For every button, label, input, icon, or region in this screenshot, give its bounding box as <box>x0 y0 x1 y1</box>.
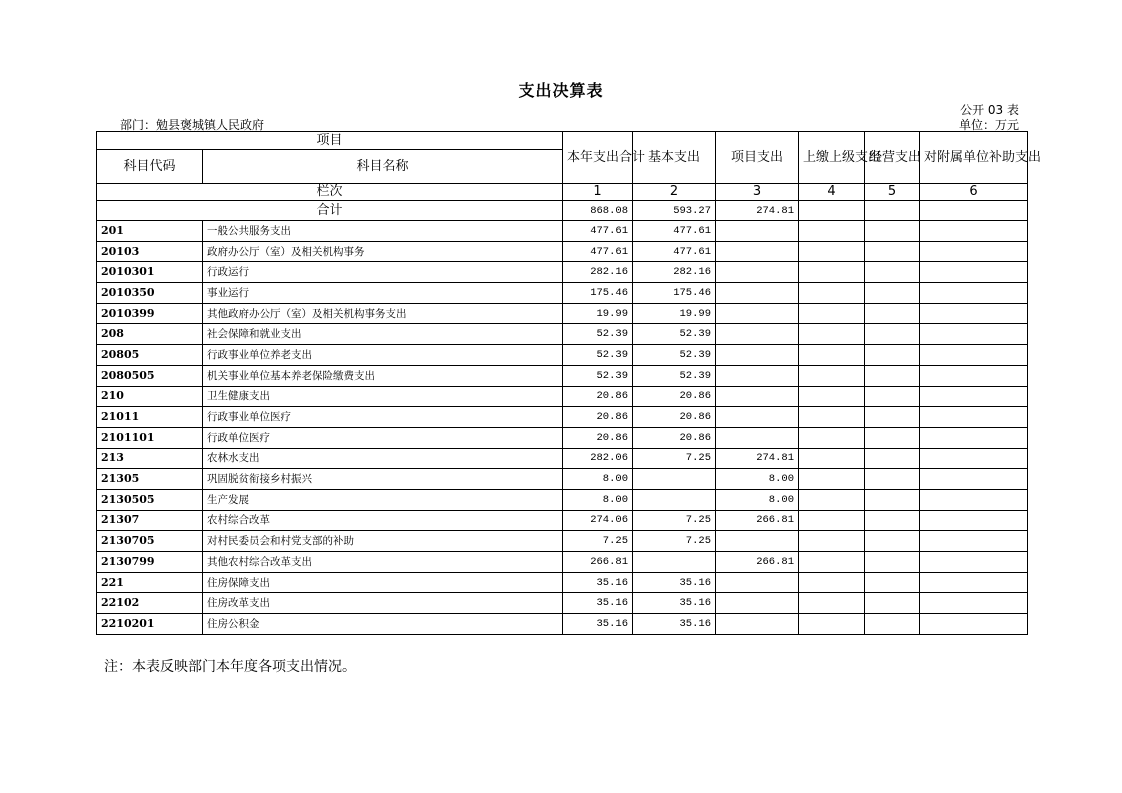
row-project <box>716 241 799 262</box>
row-affiliated <box>920 407 1028 428</box>
row-total: 175.46 <box>563 283 633 304</box>
seq-1: 1 <box>563 184 633 201</box>
row-affiliated <box>920 572 1028 593</box>
table-row <box>97 593 1028 614</box>
header-project: 项目 <box>97 132 563 150</box>
row-basic: 7.25 <box>633 448 716 469</box>
total-row <box>97 201 1028 221</box>
total-business <box>865 201 920 221</box>
row-affiliated <box>920 324 1028 345</box>
row-basic <box>633 552 716 573</box>
seq-2: 2 <box>633 184 716 201</box>
row-total: 35.16 <box>563 572 633 593</box>
row-affiliated <box>920 283 1028 304</box>
row-project <box>716 572 799 593</box>
row-project <box>716 614 799 635</box>
row-total: 20.86 <box>563 407 633 428</box>
row-basic: 477.61 <box>633 221 716 242</box>
row-code: 213 <box>97 448 203 469</box>
row-business <box>865 510 920 531</box>
row-business <box>865 241 920 262</box>
row-code: 2210201 <box>97 614 203 635</box>
row-basic: 19.99 <box>633 303 716 324</box>
row-total: 477.61 <box>563 221 633 242</box>
row-basic: 35.16 <box>633 614 716 635</box>
table-row <box>97 345 1028 366</box>
row-project <box>716 593 799 614</box>
row-project <box>716 407 799 428</box>
total-affiliated <box>920 201 1028 221</box>
row-project <box>716 221 799 242</box>
row-business <box>865 324 920 345</box>
row-basic: 282.16 <box>633 262 716 283</box>
row-affiliated <box>920 262 1028 283</box>
row-project <box>716 283 799 304</box>
row-upper <box>799 448 865 469</box>
row-name: 事业运行 <box>203 283 563 304</box>
table-row <box>97 262 1028 283</box>
row-project: 266.81 <box>716 552 799 573</box>
row-name: 住房改革支出 <box>203 593 563 614</box>
row-name: 农林水支出 <box>203 448 563 469</box>
row-project <box>716 531 799 552</box>
row-affiliated <box>920 241 1028 262</box>
row-project: 266.81 <box>716 510 799 531</box>
row-business <box>865 262 920 283</box>
row-basic: 175.46 <box>633 283 716 304</box>
row-basic: 7.25 <box>633 510 716 531</box>
row-business <box>865 489 920 510</box>
row-affiliated <box>920 448 1028 469</box>
table-row <box>97 614 1028 635</box>
row-affiliated <box>920 221 1028 242</box>
row-name: 生产发展 <box>203 489 563 510</box>
seq-5: 5 <box>865 184 920 201</box>
row-project <box>716 345 799 366</box>
row-affiliated <box>920 303 1028 324</box>
total-label: 合计 <box>97 201 563 221</box>
row-total: 282.16 <box>563 262 633 283</box>
row-business <box>865 407 920 428</box>
header-row-1 <box>97 132 1028 150</box>
row-name: 住房公积金 <box>203 614 563 635</box>
table-row <box>97 572 1028 593</box>
row-name: 行政运行 <box>203 262 563 283</box>
row-name: 行政事业单位养老支出 <box>203 345 563 366</box>
row-upper <box>799 365 865 386</box>
seq-label: 栏次 <box>97 184 563 201</box>
row-total: 266.81 <box>563 552 633 573</box>
row-code: 2130799 <box>97 552 203 573</box>
row-upper <box>799 572 865 593</box>
row-basic: 20.86 <box>633 407 716 428</box>
row-project <box>716 324 799 345</box>
row-basic: 35.16 <box>633 572 716 593</box>
row-code: 2130705 <box>97 531 203 552</box>
row-total: 52.39 <box>563 365 633 386</box>
row-basic: 52.39 <box>633 365 716 386</box>
table-row <box>97 283 1028 304</box>
row-affiliated <box>920 427 1028 448</box>
seq-3: 3 <box>716 184 799 201</box>
row-upper <box>799 324 865 345</box>
row-upper <box>799 283 865 304</box>
row-affiliated <box>920 531 1028 552</box>
row-upper <box>799 593 865 614</box>
table-row <box>97 489 1028 510</box>
row-affiliated <box>920 614 1028 635</box>
row-upper <box>799 241 865 262</box>
row-business <box>865 448 920 469</box>
row-total: 20.86 <box>563 427 633 448</box>
table-row <box>97 469 1028 490</box>
table-row <box>97 324 1028 345</box>
row-business <box>865 386 920 407</box>
row-name: 对村民委员会和村党支部的补助 <box>203 531 563 552</box>
row-code: 2010399 <box>97 303 203 324</box>
row-affiliated <box>920 510 1028 531</box>
row-name: 其他政府办公厅（室）及相关机构事务支出 <box>203 303 563 324</box>
row-affiliated <box>920 365 1028 386</box>
unit-label: 单位：万元 <box>958 118 1019 132</box>
row-code: 201 <box>97 221 203 242</box>
row-total: 35.16 <box>563 593 633 614</box>
row-name: 住房保障支出 <box>203 572 563 593</box>
row-upper <box>799 427 865 448</box>
row-basic <box>633 469 716 490</box>
row-business <box>865 345 920 366</box>
row-total: 35.16 <box>563 614 633 635</box>
row-name: 农村综合改革 <box>203 510 563 531</box>
row-name: 政府办公厅（室）及相关机构事务 <box>203 241 563 262</box>
row-basic: 52.39 <box>633 324 716 345</box>
table-row <box>97 448 1028 469</box>
header-name: 科目名称 <box>203 150 563 184</box>
row-total: 477.61 <box>563 241 633 262</box>
row-total: 19.99 <box>563 303 633 324</box>
row-name: 其他农村综合改革支出 <box>203 552 563 573</box>
table-row <box>97 552 1028 573</box>
header-col-total: 本年支出合计 <box>563 132 633 184</box>
table-row <box>97 531 1028 552</box>
row-code: 2130505 <box>97 489 203 510</box>
row-project <box>716 303 799 324</box>
row-code: 2010350 <box>97 283 203 304</box>
row-total: 52.39 <box>563 324 633 345</box>
form-number: 公开 03 表 <box>960 103 1019 117</box>
row-code: 20805 <box>97 345 203 366</box>
row-code: 221 <box>97 572 203 593</box>
total-project: 274.81 <box>716 201 799 221</box>
department-label: 部门：勉县褒城镇人民政府 <box>120 118 265 132</box>
seq-row <box>97 184 1028 201</box>
row-upper <box>799 221 865 242</box>
header-col-upper: 上缴上级支出 <box>799 132 865 184</box>
row-affiliated <box>920 386 1028 407</box>
total-basic: 593.27 <box>633 201 716 221</box>
seq-6: 6 <box>920 184 1028 201</box>
row-affiliated <box>920 469 1028 490</box>
expenditure-table <box>96 131 1042 635</box>
row-code: 208 <box>97 324 203 345</box>
row-upper <box>799 614 865 635</box>
row-basic: 20.86 <box>633 386 716 407</box>
row-code: 20103 <box>97 241 203 262</box>
row-total: 274.06 <box>563 510 633 531</box>
row-business <box>865 221 920 242</box>
row-code: 21305 <box>97 469 203 490</box>
row-project: 8.00 <box>716 489 799 510</box>
row-total: 8.00 <box>563 489 633 510</box>
row-code: 22102 <box>97 593 203 614</box>
row-business <box>865 614 920 635</box>
row-affiliated <box>920 593 1028 614</box>
footnote: 注：本表反映部门本年度各项支出情况。 <box>104 659 356 675</box>
row-basic <box>633 489 716 510</box>
row-basic: 477.61 <box>633 241 716 262</box>
row-upper <box>799 552 865 573</box>
row-code: 2010301 <box>97 262 203 283</box>
row-code: 21307 <box>97 510 203 531</box>
row-total: 20.86 <box>563 386 633 407</box>
seq-4: 4 <box>799 184 865 201</box>
row-basic: 7.25 <box>633 531 716 552</box>
row-project <box>716 365 799 386</box>
row-name: 机关事业单位基本养老保险缴费支出 <box>203 365 563 386</box>
row-business <box>865 552 920 573</box>
row-upper <box>799 345 865 366</box>
table-row <box>97 427 1028 448</box>
table-row <box>97 365 1028 386</box>
table-row <box>97 407 1028 428</box>
table-row <box>97 510 1028 531</box>
row-project <box>716 262 799 283</box>
header-code: 科目代码 <box>97 150 203 184</box>
row-upper <box>799 386 865 407</box>
row-business <box>865 365 920 386</box>
row-upper <box>799 303 865 324</box>
row-business <box>865 593 920 614</box>
row-business <box>865 427 920 448</box>
total-sum: 868.08 <box>563 201 633 221</box>
row-upper <box>799 489 865 510</box>
table-row <box>97 303 1028 324</box>
row-basic: 35.16 <box>633 593 716 614</box>
header-col-affiliated: 对附属单位补助支出 <box>920 132 1028 184</box>
row-business <box>865 303 920 324</box>
header-col-business: 经营支出 <box>865 132 920 184</box>
row-upper <box>799 469 865 490</box>
row-upper <box>799 531 865 552</box>
row-code: 21011 <box>97 407 203 428</box>
row-business <box>865 531 920 552</box>
table-row <box>97 221 1028 242</box>
row-code: 210 <box>97 386 203 407</box>
row-affiliated <box>920 552 1028 573</box>
row-name: 社会保障和就业支出 <box>203 324 563 345</box>
row-name: 巩固脱贫衔接乡村振兴 <box>203 469 563 490</box>
table-row <box>97 241 1028 262</box>
row-affiliated <box>920 345 1028 366</box>
row-project <box>716 386 799 407</box>
row-code: 2101101 <box>97 427 203 448</box>
row-name: 卫生健康支出 <box>203 386 563 407</box>
row-business <box>865 283 920 304</box>
row-affiliated <box>920 489 1028 510</box>
row-project <box>716 427 799 448</box>
row-code: 2080505 <box>97 365 203 386</box>
row-basic: 20.86 <box>633 427 716 448</box>
row-upper <box>799 510 865 531</box>
row-upper <box>799 262 865 283</box>
row-upper <box>799 407 865 428</box>
row-total: 52.39 <box>563 345 633 366</box>
row-business <box>865 572 920 593</box>
row-name: 一般公共服务支出 <box>203 221 563 242</box>
row-total: 7.25 <box>563 531 633 552</box>
header-col-basic: 基本支出 <box>633 132 716 184</box>
row-name: 行政事业单位医疗 <box>203 407 563 428</box>
row-project: 8.00 <box>716 469 799 490</box>
total-upper <box>799 201 865 221</box>
row-total: 282.06 <box>563 448 633 469</box>
row-name: 行政单位医疗 <box>203 427 563 448</box>
page-title: 支出决算表 <box>518 81 604 100</box>
row-total: 8.00 <box>563 469 633 490</box>
header-col-project: 项目支出 <box>716 132 799 184</box>
row-project: 274.81 <box>716 448 799 469</box>
table-row <box>97 386 1028 407</box>
row-basic: 52.39 <box>633 345 716 366</box>
row-business <box>865 469 920 490</box>
